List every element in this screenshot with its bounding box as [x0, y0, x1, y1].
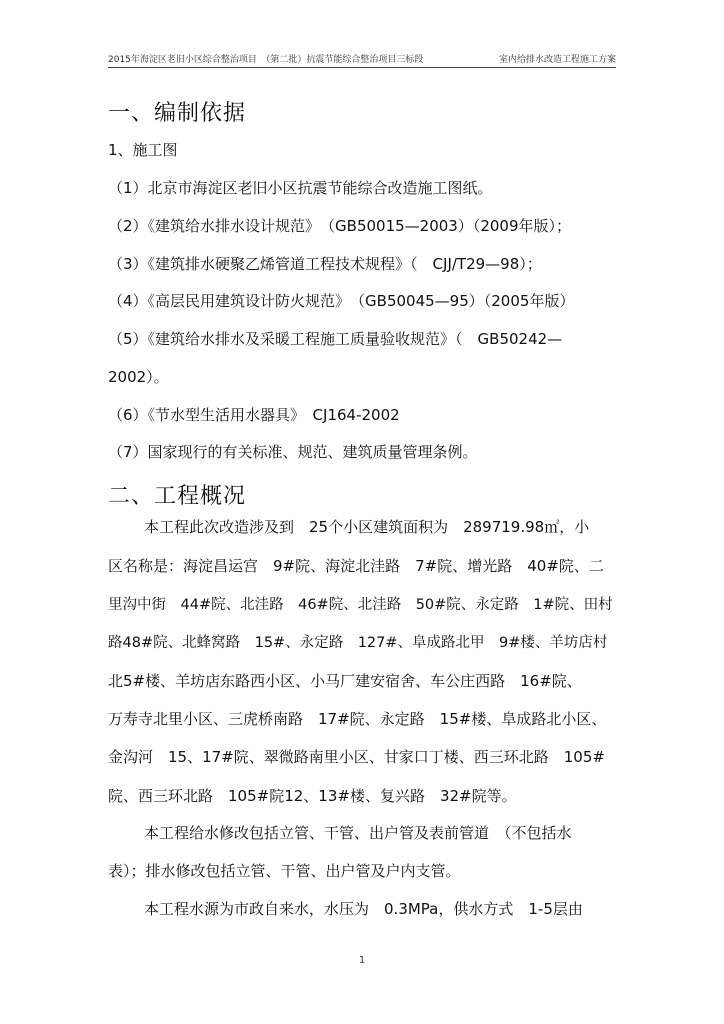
- overview-paragraph-line: 金沟河 15、17#院、翠微路南里小区、甘家口丁楼、西三环北路 105#: [108, 748, 605, 766]
- basis-item: （3）《建筑排水硬聚乙烯管道工程技术规程》（ CJJ/T29—98）；: [108, 255, 542, 273]
- page-number: 1: [358, 955, 366, 966]
- overview-paragraph-line: 万寿寺北里小区、三虎桥南路 17#院、永定路 15#楼、阜成路北小区、: [108, 710, 607, 728]
- section-title-basis: 一、编制依据: [108, 101, 247, 126]
- overview-paragraph-line: 里沟中街 44#院、北洼路 46#院、北洼路 50#院、永定路 1#院、田村: [108, 597, 613, 613]
- overview-paragraph-line: 北5#楼、羊坊店东路西小区、小马厂建安宿舍、车公庄西路 16#院、: [108, 672, 582, 690]
- basis-item-continued: 2002）。: [108, 368, 169, 386]
- overview-paragraph-line: 院、西三环北路 105#院12、13#楼、复兴路 32#院等。: [108, 787, 517, 805]
- basis-item: （7）国家现行的有关标准、规范、建筑质量管理条例。: [108, 443, 478, 461]
- page-header: [108, 51, 616, 68]
- water-scope-paragraph-line: 本工程给水修改包括立管、干管、出户管及表前管道 （不包括水: [144, 824, 572, 842]
- water-source-paragraph-line: 本工程水源为市政自来水，水压为 0.3MPa，供水方式 1-5层由: [144, 900, 583, 918]
- header-document-title: 室内给排水改造工程施工方案: [498, 55, 616, 65]
- overview-paragraph-line: 区名称是：海淀昌运宫 9#院、海淀北洼路 7#院、增光路 40#院、二: [108, 557, 604, 575]
- header-project-title: 2015年海淀区老旧小区综合整治项目 （第二批）抗震节能综合整治项目三标段: [108, 55, 424, 65]
- basis-item: （2）《建筑给水排水设计规范》 （GB50015—2003）（2009年版）；: [108, 217, 572, 235]
- overview-paragraph-line: 本工程此次改造涉及到 25个小区建筑面积为 289719.98㎡，小: [144, 518, 590, 536]
- basis-item: （1）北京市海淀区老旧小区抗震节能综合改造施工图纸。: [108, 179, 493, 197]
- overview-paragraph-line: 路48#院、北蜂窝路 15#、永定路 127#、阜成路北甲 9#楼、羊坊店村: [108, 635, 608, 651]
- basis-item: （5）《建筑给水排水及采暖工程施工质量验收规范》（ GB50242—: [108, 330, 563, 348]
- basis-item: （4）《高层民用建筑设计防火规范》 （GB50045—95）（2005年版）: [108, 292, 575, 310]
- basis-item: （6）《节水型生活用水器具》 CJ164-2002: [108, 406, 400, 424]
- subsection-drawings: 1、施工图: [108, 141, 178, 159]
- section-title-overview: 二、工程概况: [108, 484, 247, 509]
- water-scope-paragraph-line: 表）；排水修改包括立管、干管、出户管及户内支管。: [108, 862, 461, 880]
